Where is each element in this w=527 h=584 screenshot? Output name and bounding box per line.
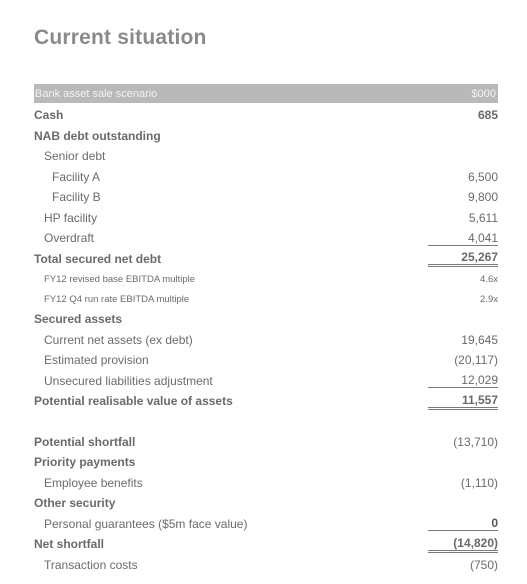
row-value: 4.6x — [480, 273, 498, 285]
table-row-net-shortfall — [34, 534, 498, 555]
table-row-estimated-provision — [34, 350, 498, 371]
row-label: Priority payments — [34, 455, 136, 470]
table-row-secured-assets — [34, 309, 498, 330]
row-label: Transaction costs — [44, 557, 138, 572]
table-row-fy12-q4-multiple — [34, 289, 498, 309]
table-row-potential-shortfall — [34, 432, 498, 453]
table-row-total-secured-debt — [34, 249, 498, 270]
row-value: 11,557 — [428, 393, 498, 410]
row-label: HP facility — [44, 210, 98, 225]
row-label: Potential realisable value of assets — [34, 394, 233, 409]
table-header — [34, 84, 498, 103]
row-label: FY12 Q4 run rate EBITDA multiple — [44, 293, 190, 305]
row-value: 12,029 — [428, 373, 498, 388]
table-row-priority-payments — [34, 452, 498, 473]
row-label: Current net assets (ex debt) — [44, 332, 193, 347]
table-row-hp-facility — [34, 208, 498, 229]
table-row-cash — [34, 105, 498, 126]
row-label: NAB debt outstanding — [34, 128, 161, 143]
page-title: Current situation — [34, 26, 207, 49]
row-label: Secured assets — [34, 312, 123, 327]
scenario-table — [34, 84, 498, 575]
row-label: FY12 revised base EBITDA multiple — [44, 273, 196, 285]
row-label: Employee benefits — [44, 475, 143, 490]
row-value: 0 — [428, 516, 498, 531]
table-row-realisable-value — [34, 391, 498, 412]
table-row-facility-b — [34, 187, 498, 208]
row-label: Potential shortfall — [34, 434, 136, 449]
row-value: (1,110) — [460, 475, 498, 490]
table-row-unsecured-adjustment — [34, 371, 498, 392]
table-row-senior-debt — [34, 146, 498, 167]
row-value: 5,611 — [468, 210, 498, 225]
row-label: Personal guarantees ($5m face value) — [44, 516, 248, 531]
row-label: Senior debt — [44, 149, 106, 164]
row-value: 9,800 — [467, 190, 498, 205]
row-label: Other security — [34, 496, 116, 511]
table-row-transaction-costs — [34, 555, 498, 576]
table-row-nab-debt — [34, 126, 498, 147]
row-label: Estimated provision — [44, 353, 149, 368]
row-value: 4,041 — [428, 231, 498, 246]
table-row-current-net-assets — [34, 330, 498, 351]
row-value: (13,710) — [453, 434, 498, 449]
table-row-fy12-base-multiple — [34, 269, 498, 289]
table-row-employee-benefits — [34, 473, 498, 494]
table-header-unit: $000 — [471, 87, 496, 100]
row-value: 25,267 — [428, 250, 498, 267]
table-row-personal-guarantees — [34, 514, 498, 535]
row-value: 685 — [477, 108, 498, 123]
row-label: Net shortfall — [34, 537, 105, 552]
table-row-overdraft — [34, 228, 498, 249]
row-value: (20,117) — [454, 353, 498, 368]
row-label: Cash — [34, 108, 64, 123]
row-label: Overdraft — [44, 231, 95, 246]
table-row-facility-a — [34, 167, 498, 188]
table-header-label: Bank asset sale scenario — [35, 87, 158, 100]
row-value: 6,500 — [467, 169, 498, 184]
row-label: Unsecured liabilities adjustment — [44, 373, 213, 388]
row-label: Facility A — [52, 169, 101, 184]
table-spacer — [34, 412, 498, 432]
row-label: Facility B — [52, 190, 101, 205]
table-row-other-security — [34, 493, 498, 514]
row-value: (14,820) — [428, 536, 498, 553]
row-value: 2.9x — [480, 293, 498, 305]
row-label: Total secured net debt — [34, 251, 162, 266]
row-value: 19,645 — [461, 332, 498, 347]
row-value: (750) — [469, 557, 498, 572]
